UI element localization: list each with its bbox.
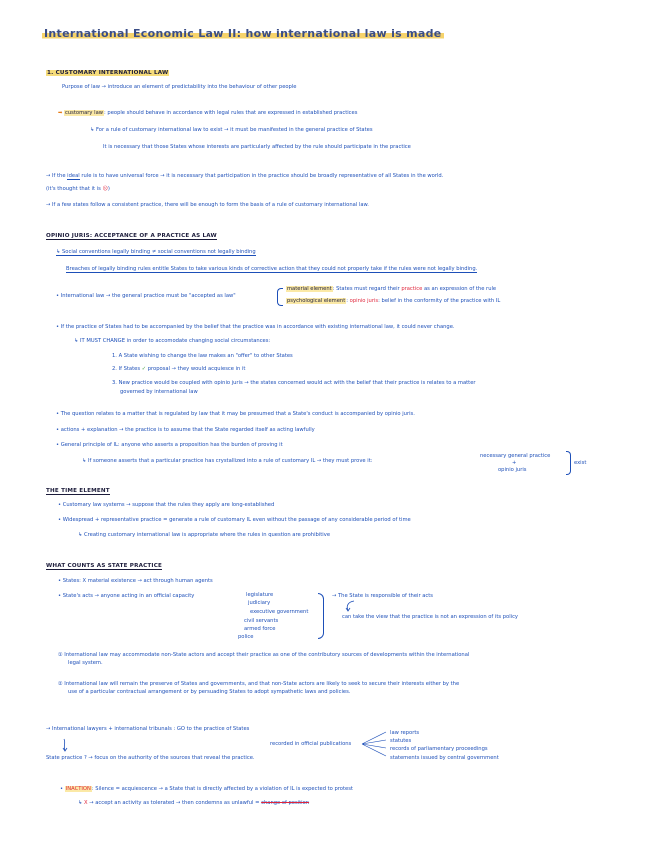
plus-sign: + bbox=[512, 460, 517, 466]
material-term: material element bbox=[287, 286, 332, 292]
question-line: • The question relates to a matter that is regulated by law that it may be presumed that a State's conduct is accompanied by opinio juris. bbox=[56, 411, 415, 417]
point-1: ① International law may accommodate non-State actors and accept their practice as one of the contributory sources of developments within the international bbox=[58, 652, 470, 658]
states-line: • States: X material existence → act through human agents bbox=[58, 578, 213, 584]
recorded-line: recorded in official publications bbox=[270, 741, 352, 747]
ideal-rest: rule is to have universal force → it is necessary that participation in the practice should be broadly representative of all States in the world. bbox=[81, 173, 444, 179]
can-take-line: can take the view that the practice is not an expression of its policy bbox=[342, 614, 518, 620]
opinio-heading: OPINIO JURIS: ACCEPTANCE OF A PRACTICE AS LAW bbox=[46, 233, 217, 239]
page-title: International Economic Law II: how international law is made bbox=[44, 27, 442, 40]
organ-1: judiciary bbox=[248, 600, 271, 606]
change-of-position: change of position bbox=[261, 800, 310, 806]
organ-0: legislature bbox=[246, 592, 274, 598]
step-3-cont: governed by international law bbox=[120, 389, 198, 395]
must-change-line: ↳ IT MUST CHANGE in order to accomodate changing social circumstances: bbox=[74, 338, 271, 344]
ideal-prefix: → If the bbox=[46, 173, 66, 179]
inaction-word: INACTION bbox=[65, 786, 91, 792]
rule-text: For a rule of customary international law to exist → it must be manifested in the general practice of States bbox=[96, 127, 373, 133]
purpose-line: Purpose of law → introduce an element of predictability into the behaviour of other people bbox=[62, 84, 297, 90]
step-2 bbox=[112, 366, 245, 372]
x-line: ↳ X → accept an activity as tolerated → then condemns as unlawful = change of position bbox=[78, 800, 310, 806]
few-states-line: → If a few states follow a consistent practice, there will be enough to form the basis of a rule of customary international law. bbox=[46, 202, 369, 208]
psych-line bbox=[286, 298, 500, 304]
exist-bracket bbox=[566, 451, 571, 475]
step-3: 3. New practice would be coupled with opinio juris → the states concerned would act with the belief that their practice is relates to a matter bbox=[112, 380, 476, 386]
necessary-line: It is necessary that those States whose interests are particularly affected by the rule should participate in the practice bbox=[103, 144, 411, 150]
check-icon: ✓ bbox=[141, 366, 147, 372]
source-2: records of parliamentary proceedings bbox=[390, 746, 488, 752]
point-1-cont: legal system. bbox=[68, 660, 103, 666]
opinio-juris-2: opinio juris bbox=[498, 467, 527, 473]
thought-line bbox=[46, 186, 110, 192]
source-1: statutes bbox=[390, 738, 412, 744]
branch-arrows-icon bbox=[360, 730, 390, 766]
source-3: statements issued by central government bbox=[390, 755, 499, 761]
step-1: 1. A State wishing to change the law makes an "offer" to other States bbox=[112, 353, 293, 359]
curved-arrow-icon bbox=[344, 600, 356, 612]
if-practice-line: • If the practice of States had to be accompanied by the belief that the practice was in accordance with existing international law, it could never change. bbox=[56, 324, 455, 330]
sad-face-icon: ☹ bbox=[102, 186, 108, 192]
customary-heading: 1. CUSTOMARY INTERNATIONAL LAW bbox=[47, 70, 169, 76]
customary-term: customary law bbox=[65, 110, 104, 116]
organ-4: armed force bbox=[244, 626, 276, 632]
inaction-line: • INACTION: Silence = acquiescence → a State that is directly affected by a violation of IL is expected to protest bbox=[60, 786, 353, 792]
point-2-cont: use of a particular contractual arrangement or by persuading States to adopt sympathetic laws and policies. bbox=[68, 689, 351, 695]
acts-line: • State's acts → anyone acting in an official capacity bbox=[58, 593, 195, 599]
thought-close: ) bbox=[107, 186, 110, 192]
responsible-line: → The State is responsible of their acts bbox=[332, 593, 434, 599]
organs-bracket bbox=[318, 593, 324, 639]
point-2: ② International law will remain the preserve of States and governments, and that non-State actors are likely to seek to secure their interests either by the bbox=[58, 681, 460, 687]
inaction-text: : Silence = acquiescence → a State that is directly affected by a violation of IL is expected to protest bbox=[91, 786, 353, 792]
time-line-2: • Widespread + representative practice = generate a rule of customary IL even without the passage of any considerable period of time bbox=[58, 517, 411, 523]
x-text: → accept an activity as tolerated → then condemns as unlawful = bbox=[89, 800, 260, 806]
time-line-3: ↳ Creating customary international law is appropriate where the rules in question are prohibitive bbox=[78, 532, 331, 538]
customary-def-line bbox=[58, 110, 357, 116]
principle-line: • General principle of IL: anyone who asserts a proposition has the burden of proving it bbox=[56, 442, 283, 448]
exist-word: exist bbox=[574, 460, 587, 466]
actions-line: • actions + explanation → the practice is to assume that the State regarded itself as acting lawfully bbox=[56, 427, 315, 433]
time-heading: THE TIME ELEMENT bbox=[46, 488, 110, 494]
psych-colon: : bbox=[346, 298, 348, 304]
intl-law-line: • International law → the general practice must be "accepted as law" bbox=[56, 293, 236, 299]
social-line: ↳ Social conventions legally binding ≠ social conventions not legally binding bbox=[56, 249, 256, 255]
ideal-word: ideal bbox=[67, 173, 80, 179]
step-2-rest: proposal → they would acquiesce in it bbox=[147, 366, 246, 372]
down-arrow-icon bbox=[60, 738, 70, 752]
x-mark-icon: X bbox=[84, 800, 88, 806]
step-2-text: 2. If States bbox=[112, 366, 141, 372]
state-practice-question: State practice ? → focus on the authority of the sources that reveal the practice. bbox=[46, 755, 255, 761]
material-line bbox=[286, 286, 496, 292]
opinio-juris-term: opinio juris bbox=[349, 298, 379, 304]
rule-line: ↳ For a rule of customary international law to exist → it must be manifested in the general practice of States bbox=[90, 127, 373, 133]
customary-def: : people should behave in accordance with legal rules that are expressed in established practices bbox=[104, 110, 358, 116]
material-text: : States must regard their bbox=[332, 286, 400, 292]
thought-text: (it's thought that it is bbox=[46, 186, 101, 192]
someone-line: ↳ If someone asserts that a particular practice has crystallized into a rule of customary IL → they must prove it: bbox=[82, 458, 373, 464]
organ-3: civil servants bbox=[244, 618, 279, 624]
breaches-line: Breaches of legally binding rules entitle States to take various kinds of corrective action that they could not properly take if the rules were not legally binding. bbox=[66, 266, 478, 272]
ideal-line bbox=[46, 173, 443, 179]
opinio-bracket bbox=[277, 288, 283, 306]
material-end: as an expression of the rule bbox=[423, 286, 497, 292]
organ-5: police bbox=[238, 634, 254, 640]
lawyers-line: → International lawyers + international tribunals : GO to the practice of States bbox=[46, 726, 250, 732]
nec-general-practice: necessary general practice bbox=[480, 453, 551, 459]
practice-word: practice bbox=[401, 286, 423, 292]
arrow-icon: ➡ bbox=[58, 110, 63, 116]
time-line-1: • Customary law systems → suppose that the rules they apply are long-established bbox=[58, 502, 275, 508]
source-0: law reports bbox=[390, 730, 420, 736]
psych-term: psychological element bbox=[287, 298, 346, 304]
counts-heading: WHAT COUNTS AS STATE PRACTICE bbox=[46, 563, 163, 569]
psych-text: : belief in the conformity of the practice with IL bbox=[378, 298, 501, 304]
organ-2: executive government bbox=[250, 609, 309, 615]
